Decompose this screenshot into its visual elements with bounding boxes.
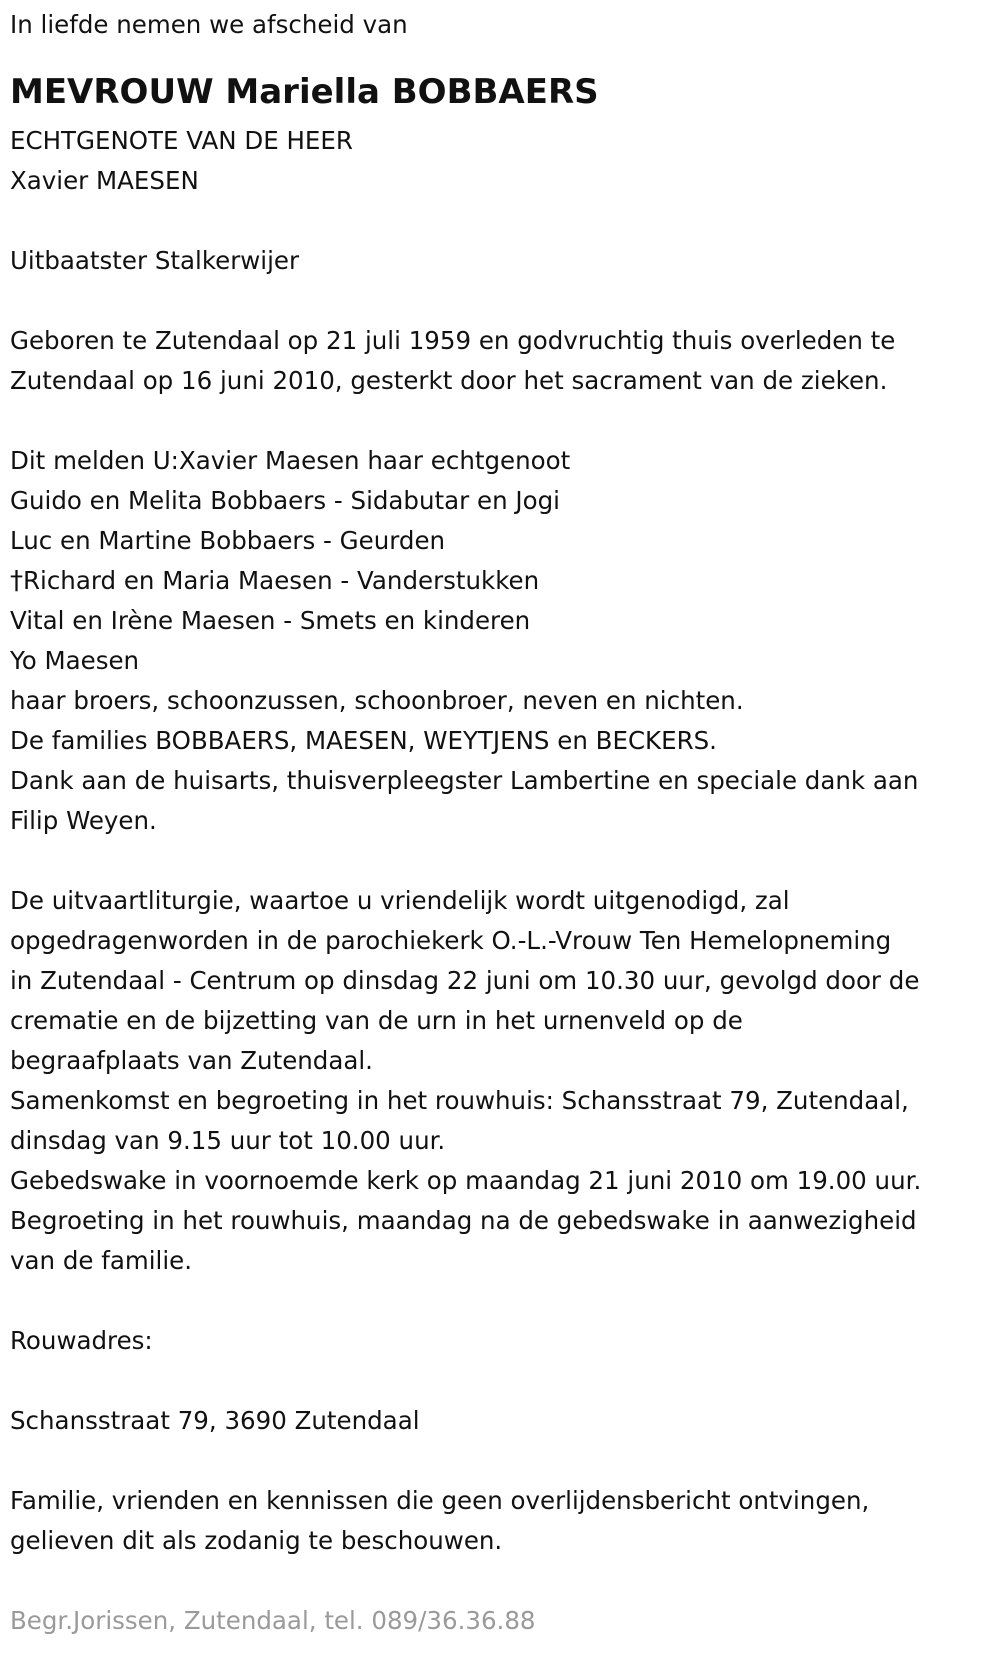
spacer <box>10 841 995 881</box>
family-line: De families BOBBAERS, MAESEN, WEYTJENS en BECKERS. <box>10 726 717 755</box>
family-line: Dit melden U:Xavier Maesen haar echtgenoot <box>10 446 571 475</box>
cross-icon: † <box>10 566 23 596</box>
family-line: Dank aan de huisarts, thuisverpleegster Lambertine en speciale dank aan <box>10 766 919 795</box>
birth-death-line: Zutendaal op 16 juni 2010, gesterkt door het sacrament van de zieken. <box>10 366 888 395</box>
family-line: haar broers, schoonzussen, schoonbroer, neven en nichten. <box>10 686 744 715</box>
closing-line: gelieven dit als zodanig te beschouwen. <box>10 1526 503 1555</box>
ceremony-line: De uitvaartliturgie, waartoe u vriendelijk wordt uitgenodigd, zal <box>10 886 790 915</box>
family-line: Luc en Martine Bobbaers - Geurden <box>10 526 446 555</box>
closing-line: Familie, vrienden en kennissen die geen overlijdensbericht ontvingen, <box>10 1486 870 1515</box>
mourning-address: Schansstraat 79, 3690 Zutendaal <box>10 1406 420 1435</box>
birth-death-line: Geboren te Zutendaal op 21 juli 1959 en godvruchtig thuis overleden te <box>10 326 896 355</box>
ceremony-line: crematie en de bijzetting van de urn in het urnenveld op de <box>10 1006 743 1035</box>
family-line: Vital en Irène Maesen - Smets en kinderen <box>10 606 531 635</box>
spouse-name: Xavier MAESEN <box>10 166 199 195</box>
ceremony-line: opgedragenworden in de parochiekerk O.-L.-Vrouw Ten Hemelopneming <box>10 926 892 955</box>
spacer <box>10 1561 995 1601</box>
family-line: Filip Weyen. <box>10 806 157 835</box>
spacer <box>10 401 995 441</box>
spouse-title: ECHTGENOTE VAN DE HEER <box>10 126 353 155</box>
spacer <box>10 201 995 241</box>
spacer <box>10 281 995 321</box>
mourning-address-label: Rouwadres: <box>10 1326 153 1355</box>
family-line: Guido en Melita Bobbaers - Sidabutar en Jogi <box>10 486 560 515</box>
ceremony-line: dinsdag van 9.15 uur tot 10.00 uur. <box>10 1126 446 1155</box>
ceremony-line: Samenkomst en begroeting in het rouwhuis: Schansstraat 79, Zutendaal, <box>10 1086 909 1115</box>
family-line-text: Richard en Maria Maesen - Vanderstukken <box>23 566 540 595</box>
ceremony-line: Gebedswake in voornoemde kerk op maandag 21 juni 2010 om 19.00 uur. <box>10 1166 922 1195</box>
ceremony-line: in Zutendaal - Centrum op dinsdag 22 juni om 10.30 uur, gevolgd door de <box>10 966 920 995</box>
ceremony-line: van de familie. <box>10 1246 193 1275</box>
spacer <box>10 1281 995 1321</box>
ceremony-line: begraafplaats van Zutendaal. <box>10 1046 373 1075</box>
obituary-notice <box>10 0 995 1641</box>
spacer <box>10 1441 995 1481</box>
occupation: Uitbaatster Stalkerwijer <box>10 246 300 275</box>
funeral-home-footer: Begr.Jorissen, Zutendaal, tel. 089/36.36.88 <box>10 1606 536 1635</box>
family-line: Yo Maesen <box>10 646 140 675</box>
ceremony-line: Begroeting in het rouwhuis, maandag na de gebedswake in aanwezigheid <box>10 1206 917 1235</box>
spacer <box>10 1361 995 1401</box>
intro-text: In liefde nemen we afscheid van <box>10 10 408 39</box>
deceased-name: MEVROUW Mariella BOBBAERS <box>10 72 599 112</box>
family-line-deceased <box>10 561 995 601</box>
